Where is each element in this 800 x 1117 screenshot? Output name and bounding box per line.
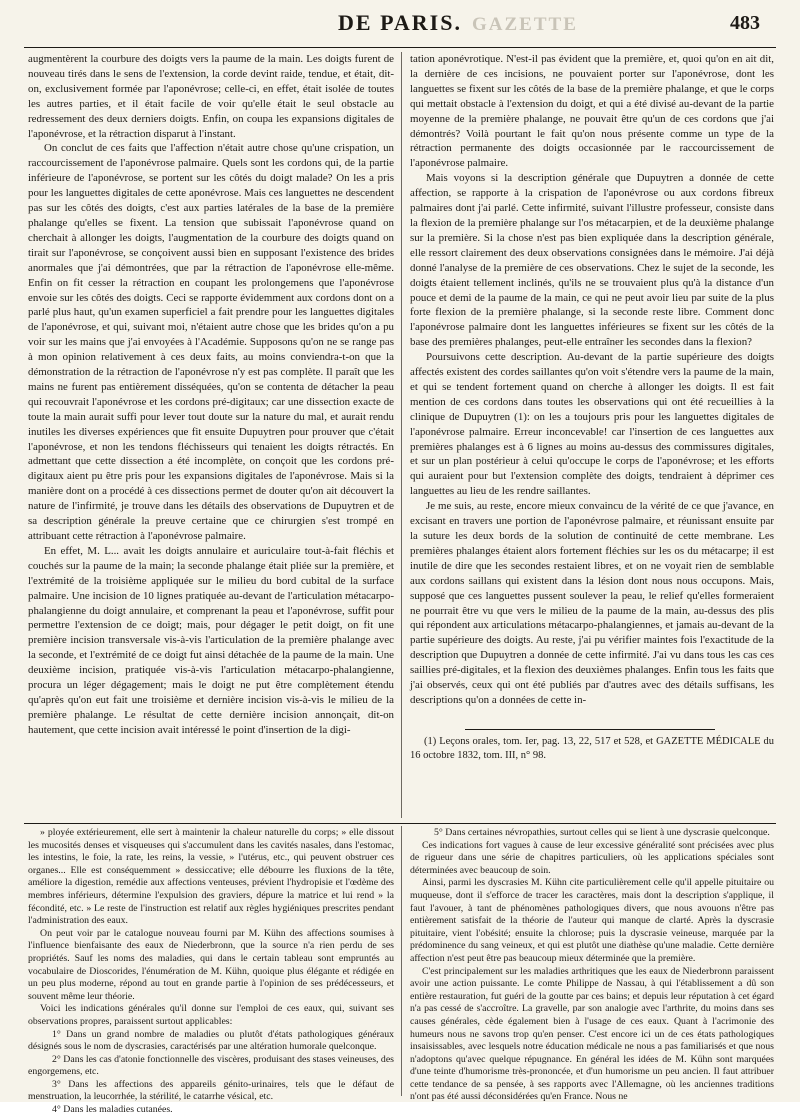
bottom-right-column <box>410 827 774 1103</box>
article-right-column <box>410 52 774 728</box>
bottom-paragraph: Ces indications fort vagues à cause de leur excessive généralité sont précisées avec plus de rigueur dans une série de chapitres particuliers, où les applications spéciales sont déterminées avec beaucoup de soin. <box>410 839 774 876</box>
article-paragraph: En effet, M. L... avait les doigts annulaire et auriculaire tout-à-fait fléchis et couchés sur la paume de la main; la seconde phalange était pliée sur la première, et l'extrémité de la troisième appliquée sur le milieu du bord cubital de la surface palmaire. Une incision de 10 lignes pratiquée au-devant de l'articulation métacarpo-phalangienne du doigt annulaire, et comprenant la peau et l'aponévrose, suffit pour permettre l'extension de ce doigt; mais, pour dégager le petit doigt, on fit une première incision transversale vis-à-vis l'articulation de la première phalange avec la seconde, et l'extrémité de ce doigt fut ainsi détachée de la paume de la main. Une deuxième incision, pratiquée vis-à-vis l'articulation métacarpo-phalangienne, procura un léger dégagement; mais le doigt ne put être complètement étendu qu'après qu'on eut fait une troisième et dernière incision vis-à-vis le milieu de la première phalange. Le résultat de cette dernière incision annonçait, dit-on hautement, que cette incision avait intéressé le point d'insertion de la digi- <box>28 544 394 736</box>
bottom-paragraph: On peut voir par le catalogue nouveau fourni par M. Kühn des affections soumises à l'influence bienfaisante des eaux de Niederbronn, que la source n'a rien perdu de ses propriétés. Sauf les noms des maladies, qui dans le certain tableau sont empruntés au vocabulaire de Dioscorides, l'énumération de M. Kühn, quoique plus élégante et rédigée en un peu plus moderne, répond au tout en grande partie à l'opinion de ses prédécesseurs, et souvent même leur théorie. <box>28 927 394 1002</box>
indication-item: 4° Dans les maladies cutanées. <box>52 1104 173 1116</box>
bottom-paragraph: » ployée extérieurement, elle sert à maintenir la chaleur naturelle du corps; » elle dissout les mucosités denses et visqueuses qui s'accumulent dans les cavités nasales, dans l'estomac, les intestins, le foie, la rate, les reins, la vessie, » l'utérus, etc., qui peuvent obstruer ces organes... Elle est conséquemment » dessiccative; elle débourre les fluxions de la tête, améliore la digestion, remédie aux affections venteuses, prévient l'hydropisie et l'œdème des membres inférieurs, détermine l'expulsion des graviers, dépure la matrice et lui rend » la fécondité, etc. » Le reste de l'instruction est relatif aux règles hygiéniques prescrites pendant l'administration des eaux. <box>28 827 394 927</box>
article-paragraph: Mais voyons si la description générale que Dupuytren a donnée de cette affection, se rapporte à la crispation de l'aponévrose ou aux cordons fibreux palmaires dont j'ai parlé. Cette infirmité, suivant l'illustre professeur, consiste dans la flexion de la première phalange sur l'os métacarpien, et de la deuxième phalange sur la première. Si la chose n'est pas bien expliquée dans la description générale, elle ressort clairement des deux observations consignées dans le mémoire. J'ai déjà donné l'analyse de la première de ces observations. Chez le sujet de la seconde, les doigts étaient tellement inclinés, qu'ils ne se trouvaient plus qu'à la distance d'un pouce et demi de la paume de la main, ce qui ne peut avoir lieu par suite de la plus forte flexion de la première phalange, si la seconde reste libre. Comment donc l'aponévrose palmaire dont les languettes inférieures se fixent sur les côtés de la base des premières phalanges, peut-elle entraîner les secondes dans la flexion? <box>410 172 774 349</box>
indication-item: 5° Dans certaines névropathies, surtout celles qui se lient à une dyscrasie quelconque. <box>434 827 770 838</box>
header-rule <box>24 47 776 48</box>
indication-item: 3° Dans les affections des appareils génito-urinaires, tels que le défaut de menstruation, la leucorrhée, la stérilité, le catarrhe vésical, etc. <box>28 1078 394 1103</box>
article-paragraph: Je me suis, au reste, encore mieux convaincu de la vérité de ce que j'avance, en excisant en travers une portion de l'aponévrose palmaire, et réunissant ensuite par la suture les deux bords de la solution de continuité de cette membrane. Les premières phalanges étaient alors fortement fléchies sur les os du métacarpe; il est inutile de dire que les secondes restaient libres, et on ne voyait rien de semblable aux cordons saillans qui existent dans la lésion dont nous nous occupons. Mais, supposé que ces languettes pussent soulever la peau, le relief qu'elles formeraient ne pourrait être vu que vers le milieu de la paume de la main, au-dessus des plis qui répondent aux articulations métacarpo-phalangiennes, et jamais au-devant de la partie supérieure des doigts. Au reste, j'ai pu vérifier maintes fois l'exactitude de la description que Dupuytren a donnée de cette infirmité. J'ai vu dans tous les cas ces saillies pré-digitales, et la flexion des deuxièmes phalanges. Enfin tous les faits que j'ai observés, ceux qui ont été publiés par d'autres avec des détails suffisans, les descriptions qu'on a données de cette in- <box>410 500 774 706</box>
footnote <box>410 735 774 763</box>
footnote-rule <box>465 729 715 730</box>
bottom-paragraph: Voici les indications générales qu'il donne sur l'emploi de ces eaux, qui, suivant ses observations propres, paraissent surtout applicables: <box>28 1003 394 1027</box>
indication-item: 2° Dans les cas d'atonie fonctionnelle des viscères, produisant des stases veineuses, des engorgemens, etc. <box>28 1053 394 1078</box>
bleed-through-text: GAZETTE <box>472 14 578 35</box>
indication-item: 1° Dans un grand nombre de maladies ou plutôt d'états pathologiques généraux désignés sous le nom de dyscrasies, caractérisés par une altération humorale quelconque. <box>28 1028 394 1053</box>
section-divider-rule <box>24 823 776 824</box>
article-paragraph: Poursuivons cette description. Au-devant de la partie supérieure des doigts affectés existent des cordes saillantes qu'on voit s'étendre vers la paume de la main, et qui se tendent fortement quand on cherche à allonger les doigts. Il est fait mention de ces cordons dans toutes les observations qui ont été recueillies à la clinique de Dupuytren (1): on les a toujours pris pour les languettes digitales de l'aponévrose palmaire. Erreur inconcevable! car l'insertion de ces languettes aux premières phalanges est à 6 lignes au moins au-dessus des commissures digitales, et sur un plan postérieur à celui qu'occupe le corps de l'aponévrose; et les efforts qui auraient pour but l'extension complète des doigts, tendraient à déprimer ces languettes au lieu de les rendre saillantes. <box>410 351 774 498</box>
article-paragraph: On conclut de ces faits que l'affection n'était autre chose qu'une crispation, un raccourcissement de l'aponévrose palmaire. Quels sont les cordons qui, de la partie inférieure de l'aponévrose, se portent sur les côtés du doigt malade? On les a pris pour les languettes digitales de cette aponévrose. Mais ces languettes ne descendent pas sur les côtés des doigts, c'est aux parties latérales de la base de la première phalange qu'elles se fixent. La tension que subissait l'aponévrose quand on cherchait à allonger les doigts, l'augmentation de la courbure des doigts quand on tirait sur l'aponévrose, se conçoivent aussi bien en supposant l'existence des brides anormales que j'ai démontrées, que par la rétraction de l'aponévrose elle-même. Enfin on fit cesser la rétraction en coupant les prolongemens que l'aponévrose envoie sur les côtés des doigts. Ceci se rapporte évidemment aux cordons dont on a parlé plus haut, qu'un examen superficiel a fait prendre pour les languettes digitales de l'aponévrose, et qui, suivant moi, n'étaient autre chose que les brides qu'on a pu voir sur les mains que j'ai envoyées à l'Académie. Supposons qu'on ne se range pas à mon opinion relativement à ces deux faits, au moins conviendra-t-on que la démonstration de la rétraction de l'aponévrose n'y est pas complète. Il paraît que les mains ne furent pas entièrement disséquées, qu'on se contenta de détacher la peau qui recouvrait l'aponévrose et les cordons pré-digitaux; car une dissection exacte de toute la main aurait suffi pour lever tout doute sur la nature du mal, et aurait rendu inutiles les diverses expériences que fit ensuite Dupuytren pour prouver que c'était l'aponévrose, et non les tendons fléchisseurs qui tenaient les doigts rétractés. En admettant que cette dissection a été incomplète, on conçoit que les cordons pré-digitaux aient pu être pris pour les expansions digitales de l'aponévrose. Mais si la manière dont on a procédé à ces dissections permet de douter qu'on ait découvert la nature de l'infirmité, je trouve dans les détails des observations de Dupuytren et de sa description générale la preuve certaine que ce chirurgien s'est trompé en attribuant cette rétraction à l'aponévrose palmaire. <box>28 142 394 542</box>
bottom-paragraph: Ainsi, parmi les dyscrasies M. Kühn cite particulièrement celle qu'il appelle pituitaire ou muqueuse, dont il s'efforce de tracer les caractères, mais dont la description s'applique, il faut l'avouer, à tant de phénomènes pathologiques divers, que nous avouons n'être pas entièrement satisfait de la théorie de l'auteur qui manque de clarté. Après la dyscrasie pituitaire, vient l'obésité; ensuite la chlorose; puis la dyscrasie veineuse, marquée par la prédominence du sang veineux, et qui est plutôt une diathèse qu'une maladie. Cette dernière affection n'est peut être pas beaucoup mieux déterminée que la première. <box>410 877 774 964</box>
column-divider <box>401 52 402 818</box>
page-number: 483 <box>730 12 760 34</box>
bottom-paragraph: C'est principalement sur les maladies arthritiques que les eaux de Niederbronn paraissent avoir une action puissante. Le comte Philippe de Nassau, à qui l'établissement a dû son entière restauration, fut guéri de la goutte par ces bains; et depuis leur réputation à cet égard n'a pas cessé de s'accroître. La gravelle, par son analogie avec l'arthrite, du moins dans ses causes générales, cède également bien à l'usage de ces eaux. Quant à l'acrimonie des humeurs nous ne savons trop qu'en penser. C'est encore ici un de ces états pathologiques insaisissables, avec lesquels notre éducation médicale ne nous a pas familiarisés et que nous n'adoptons qu'avec quelque répugnance. En général les idées de M. Kühn sont marquées d'une teinte d'humorisme très-prononcée, et d'un humorisme un peu ancien. Il faut attribuer cette tendance de sa pensée, à ses rapports avec l'Allemagne, où les anciennes traditions n'ont pas été aussi déconsidérées qu'en France. Nous ne <box>410 965 774 1103</box>
article-left-column <box>28 52 394 818</box>
masthead-title: DE PARIS. <box>338 10 462 35</box>
article-paragraph: tation aponévrotique. N'est-il pas évident que la première, et, quoi qu'on en ait dit, la dernière de ces incisions, ne pouvaient porter sur l'aponévrose, dont les languettes se fixent sur les côtés de la base de la première phalange, et que le corps qui mettait obstacle à l'extension du doigt, et qui a été divisé au-devant de la partie moyenne de la première phalange, ne pouvait être qu'un de ces cordons que j'ai démontrés? Voilà pourtant le fait qu'on nous présente comme un type de la rétraction permanente des doigts occasionnée par le raccourcissement de l'aponévrose palmaire. <box>410 53 774 170</box>
footnote-text: (1) Leçons orales, tom. Ier, pag. 13, 22, 517 et 528, et GAZETTE MÉDICALE du 16 octobre 1832, tom. III, n° 98. <box>410 736 774 761</box>
column-divider <box>401 826 402 1096</box>
article-paragraph: augmentèrent la courbure des doigts vers la paume de la main. Les doigts furent de nouveau tirés dans le sens de l'extension, la corde devint raide, tendue, et était, dit-on, exclusivement formée par l'aponévrose; celle-ci, en effet, était isolée de toutes les autres parties, et il était facile de voir qu'elle était le seul obstacle au redressement des deux derniers doigts. Enfin, on coupa les expansions digitales de l'aponévrose, et la rétraction disparut à l'instant. <box>28 53 394 140</box>
bottom-left-column <box>28 827 394 1116</box>
